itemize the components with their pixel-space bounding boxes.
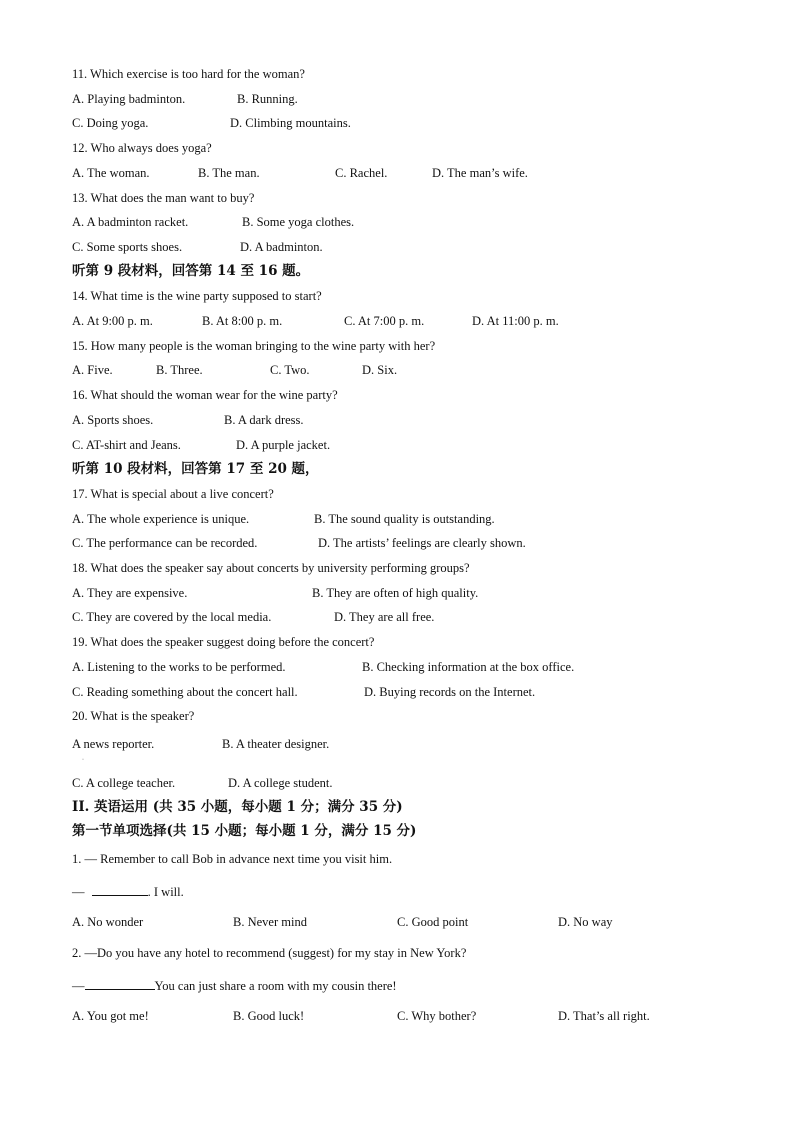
option-c: C. They are covered by the local media. bbox=[72, 610, 272, 624]
option-b: B. Checking information at the box office. bbox=[362, 660, 575, 674]
option-c: C. Reading something about the concert hall. bbox=[72, 685, 298, 699]
section-heading: 听第 9 段材料，回答第 14 至 16 题。 bbox=[72, 263, 310, 279]
option-b: B. Running. bbox=[237, 92, 298, 106]
option-a: A. The woman. bbox=[72, 166, 150, 180]
option-c: C. The performance can be recorded. bbox=[72, 536, 258, 550]
option-c: C. Some sports shoes. bbox=[72, 240, 183, 254]
option-d: D. Six. bbox=[362, 363, 398, 377]
question-stem: 15. How many people is the woman bringing to the wine party with her? bbox=[72, 339, 436, 353]
answer-blank bbox=[85, 977, 155, 990]
part-heading: II. 英语运用 (共 35 小题，每小题 1 分；满分 35 分) bbox=[72, 799, 403, 815]
question-stem: 12. Who always does yoga? bbox=[72, 141, 212, 155]
question-stem: 13. What does the man want to buy? bbox=[72, 191, 255, 205]
question-stem: 18. What does the speaker say about concerts by university performing groups? bbox=[72, 561, 470, 575]
option-b: B. They are often of high quality. bbox=[312, 586, 479, 600]
option-a: A. Listening to the works to be performed. bbox=[72, 660, 286, 674]
option-b: B. The sound quality is outstanding. bbox=[314, 512, 495, 526]
option-d: D. A college student. bbox=[228, 776, 333, 790]
option-a: A. Sports shoes. bbox=[72, 413, 154, 427]
option-b: B. Never mind bbox=[233, 915, 307, 929]
option-a: A. They are expensive. bbox=[72, 586, 188, 600]
section-heading: 听第 10 段材料，回答第 17 至 20 题， bbox=[72, 461, 319, 477]
question-stem: 14. What time is the wine party supposed to start? bbox=[72, 289, 322, 303]
option-c: C. A college teacher. bbox=[72, 776, 176, 790]
option-d: D. No way bbox=[558, 915, 613, 929]
option-c: C. Why bother? bbox=[397, 1009, 477, 1023]
option-d: D. The artists’ feelings are clearly shown. bbox=[318, 536, 526, 550]
option-b: B. At 8:00 p. m. bbox=[202, 314, 283, 328]
option-b: B. The man. bbox=[198, 166, 260, 180]
stray-dot: · bbox=[82, 757, 84, 763]
reply-dash: — bbox=[72, 979, 85, 993]
question-stem: 11. Which exercise is too hard for the woman? bbox=[72, 67, 305, 81]
option-d: D. At 11:00 p. m. bbox=[472, 314, 559, 328]
option-d: D. Buying records on the Internet. bbox=[364, 685, 536, 699]
option-d: D. A purple jacket. bbox=[236, 438, 331, 452]
option-a: A. Five. bbox=[72, 363, 113, 377]
option-a: A. A badminton racket. bbox=[72, 215, 189, 229]
question-stem: 2. —Do you have any hotel to recommend (suggest) for my stay in New York? bbox=[72, 946, 467, 960]
option-b: B. Some yoga clothes. bbox=[242, 215, 355, 229]
section-heading: 第一节单项选择(共 15 小题；每小题 1 分，满分 15 分) bbox=[72, 823, 417, 839]
option-a: A news reporter. bbox=[72, 737, 155, 751]
dialogue-reply bbox=[72, 977, 397, 994]
option-a: A. You got me! bbox=[72, 1009, 149, 1023]
option-c: C. Good point bbox=[397, 915, 469, 929]
question-stem: 19. What does the speaker suggest doing before the concert? bbox=[72, 635, 375, 649]
question-stem: 16. What should the woman wear for the wine party? bbox=[72, 388, 338, 402]
option-a: A. The whole experience is unique. bbox=[72, 512, 250, 526]
question-stem: 1. — Remember to call Bob in advance next time you visit him. bbox=[72, 852, 393, 866]
option-c: C. Two. bbox=[270, 363, 310, 377]
dialogue-reply bbox=[72, 883, 184, 900]
answer-blank bbox=[92, 883, 148, 896]
question-stem: 17. What is special about a live concert? bbox=[72, 487, 274, 501]
reply-dash: — bbox=[72, 885, 85, 899]
option-b: B. Good luck! bbox=[233, 1009, 305, 1023]
reply-text: . I will. bbox=[147, 885, 184, 899]
option-c: C. AT-shirt and Jeans. bbox=[72, 438, 181, 452]
option-a: A. Playing badminton. bbox=[72, 92, 186, 106]
option-c: C. Rachel. bbox=[335, 166, 388, 180]
option-c: C. At 7:00 p. m. bbox=[344, 314, 425, 328]
option-d: D. A badminton. bbox=[240, 240, 323, 254]
option-a: A. At 9:00 p. m. bbox=[72, 314, 153, 328]
option-c: C. Doing yoga. bbox=[72, 116, 149, 130]
question-stem: 20. What is the speaker? bbox=[72, 709, 195, 723]
option-d: D. That’s all right. bbox=[558, 1009, 650, 1023]
option-a: A. No wonder bbox=[72, 915, 144, 929]
option-d: D. Climbing mountains. bbox=[230, 116, 351, 130]
option-b: B. A dark dress. bbox=[224, 413, 304, 427]
option-b: B. A theater designer. bbox=[222, 737, 330, 751]
reply-text: You can just share a room with my cousin there! bbox=[154, 979, 397, 993]
option-b: B. Three. bbox=[156, 363, 203, 377]
option-d: D. They are all free. bbox=[334, 610, 435, 624]
option-d: D. The man’s wife. bbox=[432, 166, 528, 180]
